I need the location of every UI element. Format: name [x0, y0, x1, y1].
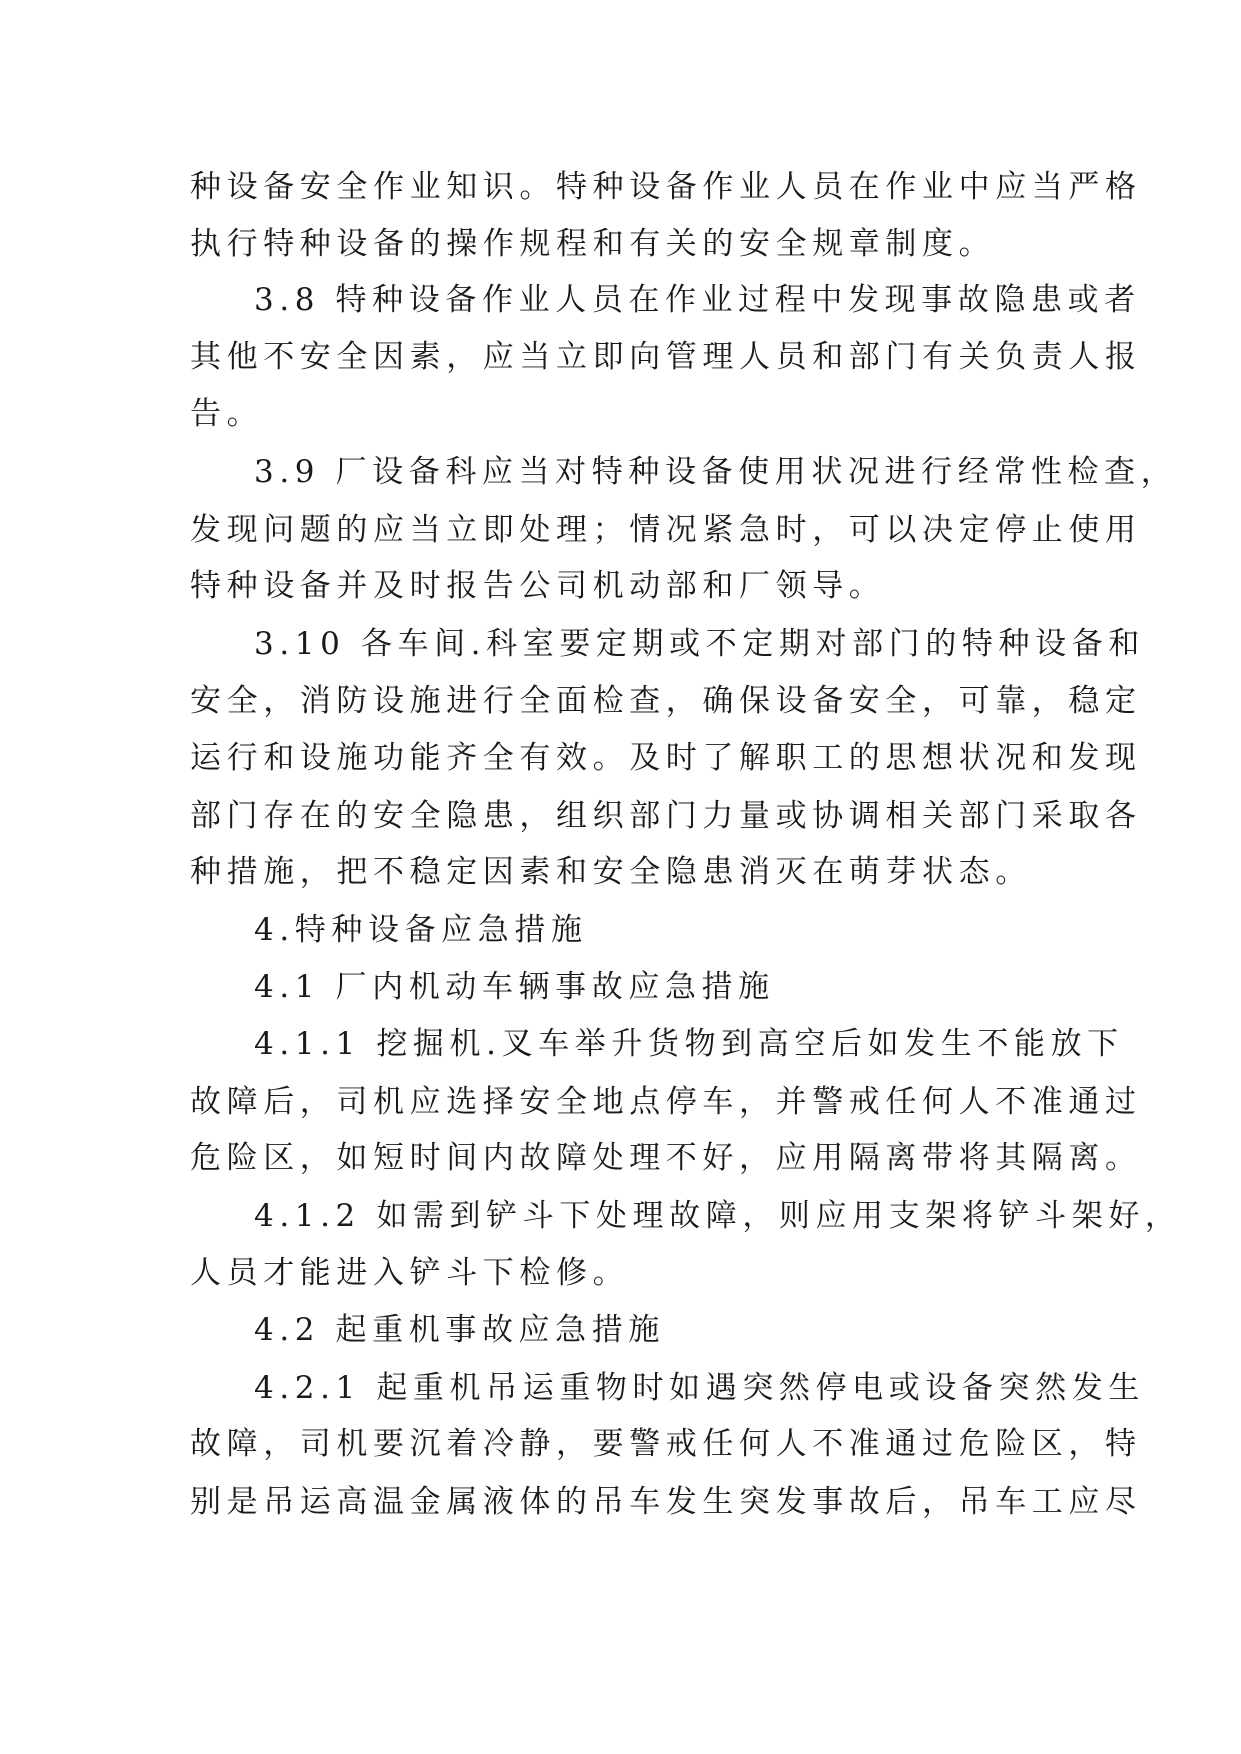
text-line: 危险区，如短时间内故障处理不好，应用隔离带将其隔离。 [190, 1140, 1142, 1176]
text-line: 3.9 厂设备科应当对特种设备使用状况进行经常性检查， [254, 454, 1178, 490]
text-line: 4.1.2 如需到铲斗下处理故障，则应用支架将铲斗架好， [254, 1198, 1182, 1234]
text-line: 种设备安全作业知识。特种设备作业人员在作业中应当严格 [190, 169, 1142, 205]
text-line: 告。 [190, 396, 264, 432]
text-line: 其他不安全因素，应当立即向管理人员和部门有关负责人报 [190, 339, 1142, 375]
section-heading: 4.特种设备应急措施 [254, 912, 588, 948]
text-line: 特种设备并及时报告公司机动部和厂领导。 [190, 568, 886, 604]
subsection-heading: 4.1 厂内机动车辆事故应急措施 [254, 969, 775, 1005]
text-line: 3.10 各车间.科室要定期或不定期对部门的特种设备和 [254, 626, 1145, 662]
text-line: 执行特种设备的操作规程和有关的安全规章制度。 [190, 226, 996, 262]
text-line: 人员才能进入铲斗下检修。 [190, 1255, 630, 1291]
text-line: 3.8 特种设备作业人员在作业过程中发现事故隐患或者 [254, 282, 1141, 318]
text-line: 发现问题的应当立即处理；情况紧急时，可以决定停止使用 [190, 512, 1142, 548]
text-line: 部门存在的安全隐患，组织部门力量或协调相关部门采取各 [190, 798, 1142, 834]
subsection-heading: 4.2 起重机事故应急措施 [254, 1312, 665, 1348]
text-line: 安全，消防设施进行全面检查，确保设备安全，可靠，稳定 [190, 683, 1142, 719]
text-line: 4.1.1 挖掘机.叉车举升货物到高空后如发生不能放下 [254, 1026, 1124, 1062]
text-line: 4.2.1 起重机吊运重物时如遇突然停电或设备突然发生 [254, 1370, 1145, 1406]
text-line: 故障后，司机应选择安全地点停车，并警戒任何人不准通过 [190, 1084, 1142, 1120]
text-line: 种措施，把不稳定因素和安全隐患消灭在萌芽状态。 [190, 854, 1032, 890]
text-line: 运行和设施功能齐全有效。及时了解职工的思想状况和发现 [190, 740, 1142, 776]
text-line: 故障，司机要沉着冷静，要警戒任何人不准通过危险区，特 [190, 1426, 1142, 1462]
text-line: 别是吊运高温金属液体的吊车发生突发事故后，吊车工应尽 [190, 1484, 1142, 1520]
